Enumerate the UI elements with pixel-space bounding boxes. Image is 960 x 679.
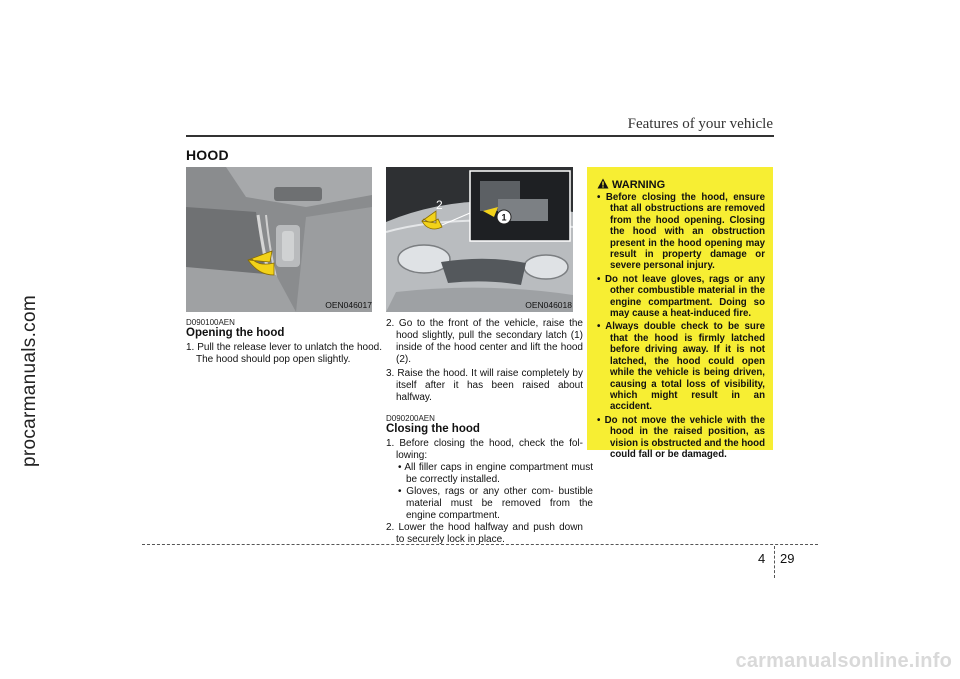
warning-header: [597, 178, 665, 191]
side-watermark: procarmanuals.com: [19, 295, 40, 467]
closing-heading: Closing the hood: [386, 423, 480, 435]
warning-item: • Always double check to be sure that the hood is firmly latched before driving away. If it is not latched, the hood could open while the vehicle is being driven, causing a total loss of visibility, which might result in an accident.: [597, 321, 765, 413]
warning-triangle-icon: [597, 178, 609, 189]
closing-step-1: 1. Before closing the hood, check the fol- lowing:: [386, 438, 583, 461]
footer-rule: [142, 544, 818, 545]
closing-bullet-2: • Gloves, rags or any other com- bustible material must be removed from the engine compartment.: [398, 486, 593, 521]
warning-list: [597, 192, 765, 462]
opening-step-2: 2. Go to the front of the vehicle, raise the hood slightly, pull the secondary latch (1) inside of the hood center and lift the hood (2).: [386, 318, 583, 365]
opening-step-1: 1. Pull the release lever to unlatch the hood. The hood should pop open slightly.: [186, 342, 382, 365]
figure-label-2: OEN046018: [525, 300, 572, 310]
opening-heading: Opening the hood: [186, 327, 285, 339]
closing-code: D090200AEN: [386, 414, 435, 423]
section-title: HOOD: [186, 147, 229, 163]
chapter-title: Features of your vehicle: [627, 116, 773, 132]
vehicle-front-photo: [386, 167, 573, 312]
warning-item: • Do not leave gloves, rags or any other combustible material in the engine compartment. Doing so may cause a heat-induced fire.: [597, 273, 765, 320]
opening-step-3: 3. Raise the hood. It will raise completely by itself after it has been raised about halfway.: [386, 368, 583, 403]
closing-step-2: 2. Lower the hood halfway and push down to securely lock in place.: [386, 522, 583, 545]
figure-label-1: OEN046017: [325, 300, 372, 310]
chapter-number: 4: [758, 551, 766, 566]
opening-code: D090100AEN: [186, 318, 235, 327]
callout-1: 1: [501, 212, 507, 223]
page-number-separator: [774, 546, 775, 578]
warning-box: [587, 167, 773, 460]
closing-bullet-1: • All filler caps in engine compartment must be correctly installed.: [398, 462, 593, 485]
release-lever-photo: [186, 167, 372, 312]
warning-item: • Do not move the vehicle with the hood in the raised position, as vision is obstructed and the hood could fall or be damaged.: [597, 414, 766, 460]
header-rule: [186, 135, 774, 137]
warning-title: WARNING: [612, 179, 666, 191]
release-lever-illustration: [186, 167, 372, 312]
page-number: 29: [780, 551, 795, 566]
callout-2: 2: [436, 198, 443, 212]
warning-item: • Before closing the hood, ensure that all obstructions are removed from the hood opening. Closing the hood with an obstruction present in the hood opening may result in property damage or severe personal injury.: [597, 192, 765, 272]
bottom-watermark: carmanualsonline.info: [735, 650, 952, 672]
vehicle-front-illustration: [386, 167, 573, 312]
